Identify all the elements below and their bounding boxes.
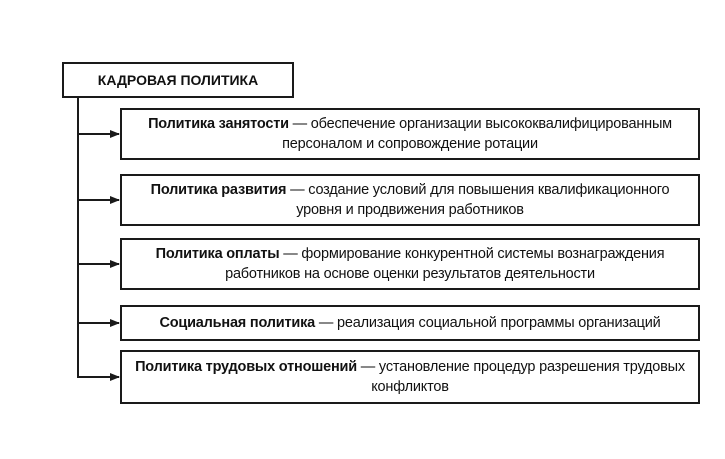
title-box	[62, 62, 294, 98]
development-policy-term: Политика развития	[150, 182, 287, 198]
labor-relations-policy-term: Политика трудовых отношений	[135, 359, 357, 375]
labor-relations-policy-text: — установление процедур разрешения трудовых конфликтов	[356, 359, 685, 395]
social-policy-text: — реализация социальной программы организаций	[315, 315, 661, 331]
social-policy-box	[120, 305, 700, 341]
development-policy-desc	[128, 180, 692, 220]
development-policy-text: — создание условий для повышения квалификационного уровня и продвижения работников	[286, 182, 670, 218]
payment-policy-desc	[128, 244, 692, 284]
diagram-title: КАДРОВАЯ ПОЛИТИКА	[97, 72, 259, 88]
payment-policy-box	[120, 238, 700, 290]
payment-policy-term: Политика оплаты	[155, 246, 280, 262]
employment-policy-box	[120, 108, 700, 160]
labor-relations-policy-box	[120, 350, 700, 404]
employment-policy-desc	[128, 114, 692, 154]
employment-policy-term: Политика занятости	[148, 116, 289, 132]
social-policy-term: Социальная политика	[159, 315, 316, 331]
development-policy-box	[120, 174, 700, 226]
payment-policy-text: — формирование конкурентной системы вознаграждения работников на основе оценки результатов деятельности	[225, 246, 665, 282]
labor-relations-policy-desc	[128, 357, 692, 397]
social-policy-desc	[159, 313, 660, 333]
employment-policy-text: — обеспечение организации высококвалифицированным персоналом и сопровождение ротации	[282, 116, 672, 152]
